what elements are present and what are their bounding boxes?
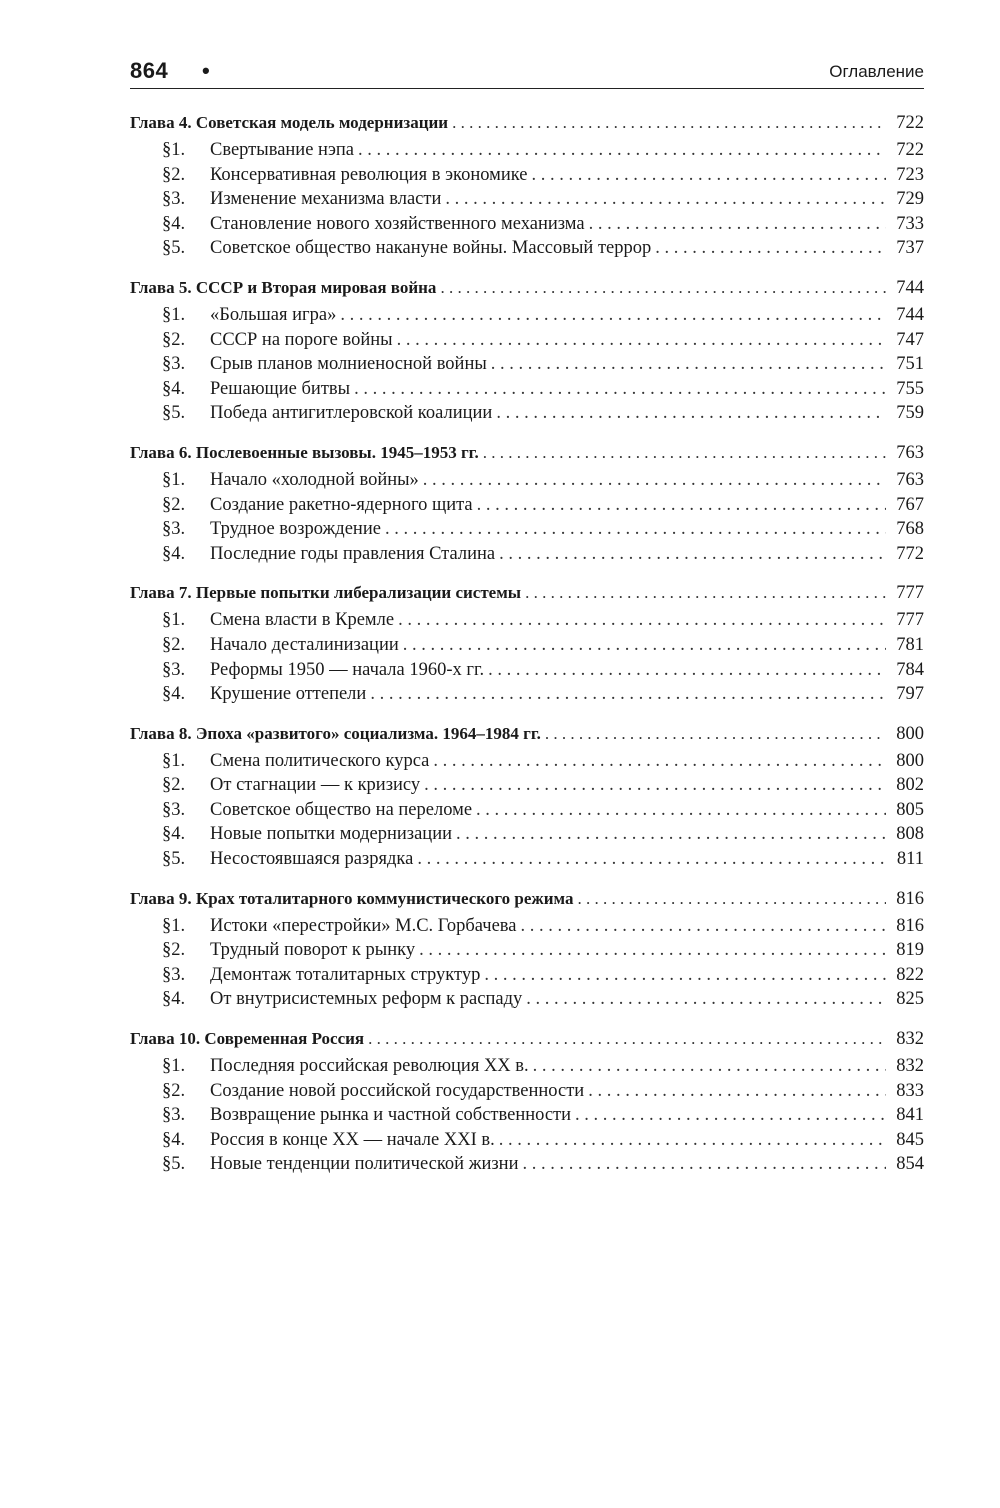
- toc-section-entry[interactable]: [130, 377, 924, 402]
- dot-leader: [398, 608, 886, 633]
- section-title: Истоки «перестройки» М.С. Горбачева: [210, 915, 517, 936]
- chapter-page-number: 744: [896, 277, 924, 298]
- dot-leader: [488, 658, 886, 683]
- dot-leader: [577, 884, 886, 914]
- section-page-number: 747: [896, 329, 924, 350]
- dot-leader: [525, 578, 886, 608]
- section-page-number: 832: [896, 1056, 924, 1077]
- section-page-number: 805: [896, 799, 924, 820]
- chapter-title: Глава 5. СССР и Вторая мировая война: [130, 277, 437, 297]
- dot-leader: [417, 847, 886, 872]
- dot-leader: [522, 1152, 886, 1177]
- toc-section-entry[interactable]: [130, 493, 924, 518]
- section-number: §5.: [162, 849, 186, 870]
- section-page-number: 802: [896, 775, 924, 796]
- section-page-number: 763: [896, 469, 924, 490]
- section-page-number: 811: [896, 849, 924, 870]
- section-number: §2.: [162, 634, 186, 655]
- table-of-contents: [130, 108, 924, 1189]
- section-title: Решающие битвы: [210, 378, 351, 399]
- section-number: §1.: [162, 469, 186, 490]
- toc-chapter-block: [130, 1024, 924, 1177]
- section-page-number: 822: [896, 964, 924, 985]
- section-number: §4.: [162, 213, 186, 234]
- section-title: От внутрисистемных реформ к распаду: [210, 989, 523, 1010]
- toc-chapter-entry[interactable]: [130, 719, 924, 749]
- toc-chapter-entry[interactable]: [130, 578, 924, 608]
- toc-section-entry[interactable]: [130, 608, 924, 633]
- dot-leader: [456, 822, 886, 847]
- section-number: §5.: [162, 1154, 186, 1175]
- dot-leader: [354, 377, 886, 402]
- toc-section-entry[interactable]: [130, 798, 924, 823]
- toc-section-entry[interactable]: [130, 1128, 924, 1153]
- section-title: Несостоявшаяся разрядка: [210, 849, 414, 870]
- dot-leader: [433, 749, 886, 774]
- dot-leader: [476, 798, 886, 823]
- dot-leader: [533, 1054, 886, 1079]
- section-page-number: 729: [896, 189, 924, 210]
- toc-section-entry[interactable]: [130, 303, 924, 328]
- toc-chapter-entry[interactable]: [130, 1024, 924, 1054]
- section-page-number: 845: [896, 1129, 924, 1150]
- dot-leader: [358, 138, 886, 163]
- dot-leader: [520, 914, 886, 939]
- dot-leader: [588, 1079, 886, 1104]
- section-number: §1.: [162, 610, 186, 631]
- toc-section-entry[interactable]: [130, 352, 924, 377]
- dot-leader: [370, 682, 886, 707]
- toc-section-entry[interactable]: [130, 822, 924, 847]
- section-title: Демонтаж тоталитарных структур: [210, 964, 481, 985]
- section-title: «Большая игра»: [210, 304, 337, 325]
- bullet-separator: •: [202, 58, 210, 83]
- toc-section-entry[interactable]: [130, 847, 924, 872]
- section-page-number: 797: [896, 684, 924, 705]
- toc-chapter-block: [130, 273, 924, 426]
- dot-leader: [403, 633, 886, 658]
- dot-leader: [368, 1024, 886, 1054]
- chapter-page-number: 763: [896, 442, 924, 463]
- toc-chapter-block: [130, 578, 924, 706]
- section-number: §3.: [162, 964, 186, 985]
- toc-section-entry[interactable]: [130, 1152, 924, 1177]
- toc-chapter-block: [130, 719, 924, 872]
- toc-chapter-block: [130, 884, 924, 1012]
- dot-leader: [496, 401, 886, 426]
- chapter-title: Глава 9. Крах тоталитарного коммунистического режима: [130, 888, 574, 908]
- section-number: §3.: [162, 189, 186, 210]
- section-page-number: 800: [896, 750, 924, 771]
- toc-section-entry[interactable]: [130, 542, 924, 567]
- toc-section-entry[interactable]: [130, 212, 924, 237]
- section-number: §1.: [162, 140, 186, 160]
- toc-section-entry[interactable]: [130, 328, 924, 353]
- dot-leader: [340, 303, 886, 328]
- section-title: Победа антигитлеровской коалиции: [210, 403, 493, 424]
- toc-section-entry[interactable]: [130, 1079, 924, 1104]
- section-title: Начало «холодной войны»: [210, 469, 419, 490]
- toc-section-entry[interactable]: [130, 1054, 924, 1079]
- section-title: Начало десталинизации: [210, 634, 399, 655]
- section-page-number: 781: [896, 634, 924, 655]
- dot-leader: [419, 938, 886, 963]
- section-number: §3.: [162, 659, 186, 680]
- section-title: Срыв планов молниеносной войны: [210, 354, 487, 375]
- toc-section-entry[interactable]: [130, 517, 924, 542]
- dot-leader: [385, 517, 886, 542]
- dot-leader: [440, 273, 886, 303]
- chapter-page-number: 832: [896, 1029, 924, 1050]
- dot-leader: [423, 468, 886, 493]
- chapter-title: Глава 4. Советская модель модернизации: [130, 113, 449, 132]
- dot-leader: [526, 987, 886, 1012]
- toc-section-entry[interactable]: [130, 773, 924, 798]
- chapter-title: Глава 7. Первые попытки либерализации системы: [130, 583, 522, 603]
- section-number: §2.: [162, 164, 186, 185]
- section-number: §5.: [162, 238, 186, 259]
- toc-section-entry[interactable]: [130, 468, 924, 493]
- toc-section-entry[interactable]: [130, 633, 924, 658]
- section-number: §1.: [162, 304, 186, 325]
- dot-leader: [545, 719, 886, 749]
- section-page-number: 759: [896, 403, 924, 424]
- section-title: Создание ракетно-ядерного щита: [210, 494, 473, 515]
- toc-section-entry[interactable]: [130, 963, 924, 988]
- toc-section-entry[interactable]: [130, 987, 924, 1012]
- section-number: §3.: [162, 799, 186, 820]
- toc-section-entry[interactable]: [130, 236, 924, 261]
- section-page-number: 825: [896, 989, 924, 1010]
- toc-section-entry[interactable]: [130, 163, 924, 188]
- dot-leader: [531, 163, 886, 188]
- section-number: §2.: [162, 1080, 186, 1101]
- section-title: Создание новой российской государственности: [210, 1080, 585, 1101]
- page-number: 864: [130, 58, 169, 83]
- section-number: §4.: [162, 824, 186, 845]
- chapter-page-number: 722: [896, 113, 924, 133]
- section-title: Новые тенденции политической жизни: [210, 1154, 519, 1175]
- section-page-number: 808: [896, 824, 924, 845]
- toc-section-entry[interactable]: [130, 138, 924, 163]
- section-number: §1.: [162, 750, 186, 771]
- section-page-number: 767: [896, 494, 924, 515]
- section-title: Россия в конце XX — начале XXI в.: [210, 1129, 495, 1150]
- page-header: [130, 56, 924, 89]
- section-title: Последняя российская революция XX в.: [210, 1056, 529, 1077]
- section-title: Смена власти в Кремле: [210, 610, 395, 631]
- section-number: §2.: [162, 775, 186, 796]
- dot-leader: [445, 187, 886, 212]
- dot-leader: [491, 352, 886, 377]
- toc-section-entry[interactable]: [130, 658, 924, 683]
- toc-section-entry[interactable]: [130, 749, 924, 774]
- section-number: §4.: [162, 989, 186, 1010]
- section-page-number: 768: [896, 519, 924, 540]
- section-page-number: 733: [896, 213, 924, 234]
- section-page-number: 751: [896, 354, 924, 375]
- section-title: Консервативная революция в экономике: [210, 164, 528, 185]
- dot-leader: [483, 438, 886, 468]
- section-number: §5.: [162, 403, 186, 424]
- toc-section-entry[interactable]: [130, 914, 924, 939]
- dot-leader: [589, 212, 886, 237]
- section-page-number: 737: [896, 238, 924, 259]
- section-title: Советское общество на переломе: [210, 799, 473, 820]
- section-title: Трудное возрождение: [210, 519, 381, 540]
- toc-chapter-entry[interactable]: [130, 108, 924, 138]
- section-title: Становление нового хозяйственного механизма: [210, 213, 585, 234]
- dot-leader: [499, 1128, 886, 1153]
- section-page-number: 755: [896, 378, 924, 399]
- chapter-page-number: 777: [896, 583, 924, 604]
- dot-leader: [499, 542, 886, 567]
- section-number: §3.: [162, 354, 186, 375]
- toc-chapter-entry[interactable]: [130, 884, 924, 914]
- section-title: СССР на пороге войны: [210, 329, 393, 350]
- section-title: Советское общество накануне войны. Массовый террор: [210, 238, 652, 259]
- section-title: Возвращение рынка и частной собственности: [210, 1105, 572, 1126]
- section-page-number: 744: [896, 304, 924, 325]
- section-title: От стагнации — к кризису: [210, 775, 421, 796]
- toc-section-entry[interactable]: [130, 187, 924, 212]
- section-title: Крушение оттепели: [210, 684, 367, 705]
- toc-chapter-entry[interactable]: [130, 273, 924, 303]
- section-number: §2.: [162, 494, 186, 515]
- toc-section-entry[interactable]: [130, 401, 924, 426]
- toc-section-entry[interactable]: [130, 682, 924, 707]
- toc-chapter-block: [130, 108, 924, 261]
- section-page-number: 833: [896, 1080, 924, 1101]
- section-title: Реформы 1950 — начала 1960-х гг.: [210, 659, 485, 680]
- running-title: Оглавление: [829, 62, 924, 81]
- toc-chapter-block: [130, 438, 924, 566]
- section-number: §3.: [162, 519, 186, 540]
- section-page-number: 784: [896, 659, 924, 680]
- section-title: Новые попытки модернизации: [210, 824, 453, 845]
- chapter-title: Глава 8. Эпоха «развитого» социализма. 1964–1984 гг.: [130, 723, 541, 743]
- section-number: §4.: [162, 543, 186, 564]
- section-number: §1.: [162, 915, 186, 936]
- chapter-title: Глава 6. Послевоенные вызовы. 1945–1953 гг.: [130, 442, 479, 462]
- section-number: §3.: [162, 1105, 186, 1126]
- section-title: Смена политического курса: [210, 750, 430, 771]
- section-page-number: 772: [896, 543, 924, 564]
- toc-chapter-entry[interactable]: [130, 438, 924, 468]
- section-page-number: 819: [896, 940, 924, 961]
- section-number: §1.: [162, 1056, 186, 1077]
- section-title: Последние годы правления Сталина: [210, 543, 496, 564]
- dot-leader: [575, 1103, 886, 1128]
- dot-leader: [452, 108, 886, 138]
- section-page-number: 816: [896, 915, 924, 936]
- dot-leader: [424, 773, 886, 798]
- section-number: §2.: [162, 940, 186, 961]
- section-page-number: 841: [896, 1105, 924, 1126]
- section-title: Свертывание нэпа: [210, 140, 354, 160]
- section-number: §4.: [162, 1129, 186, 1150]
- section-number: §4.: [162, 378, 186, 399]
- section-page-number: 854: [896, 1154, 924, 1175]
- section-number: §4.: [162, 684, 186, 705]
- toc-section-entry[interactable]: [130, 938, 924, 963]
- section-page-number: 777: [896, 610, 924, 631]
- chapter-page-number: 816: [896, 888, 924, 909]
- section-title: Изменение механизма власти: [210, 189, 442, 210]
- section-page-number: 723: [896, 164, 924, 185]
- section-page-number: 722: [896, 140, 924, 160]
- dot-leader: [397, 328, 886, 353]
- chapter-title: Глава 10. Современная Россия: [130, 1029, 365, 1049]
- dot-leader: [655, 236, 886, 261]
- toc-section-entry[interactable]: [130, 1103, 924, 1128]
- section-title: Трудный поворот к рынку: [210, 940, 416, 961]
- chapter-page-number: 800: [896, 723, 924, 744]
- dot-leader: [477, 493, 886, 518]
- dot-leader: [484, 963, 886, 988]
- section-number: §2.: [162, 329, 186, 350]
